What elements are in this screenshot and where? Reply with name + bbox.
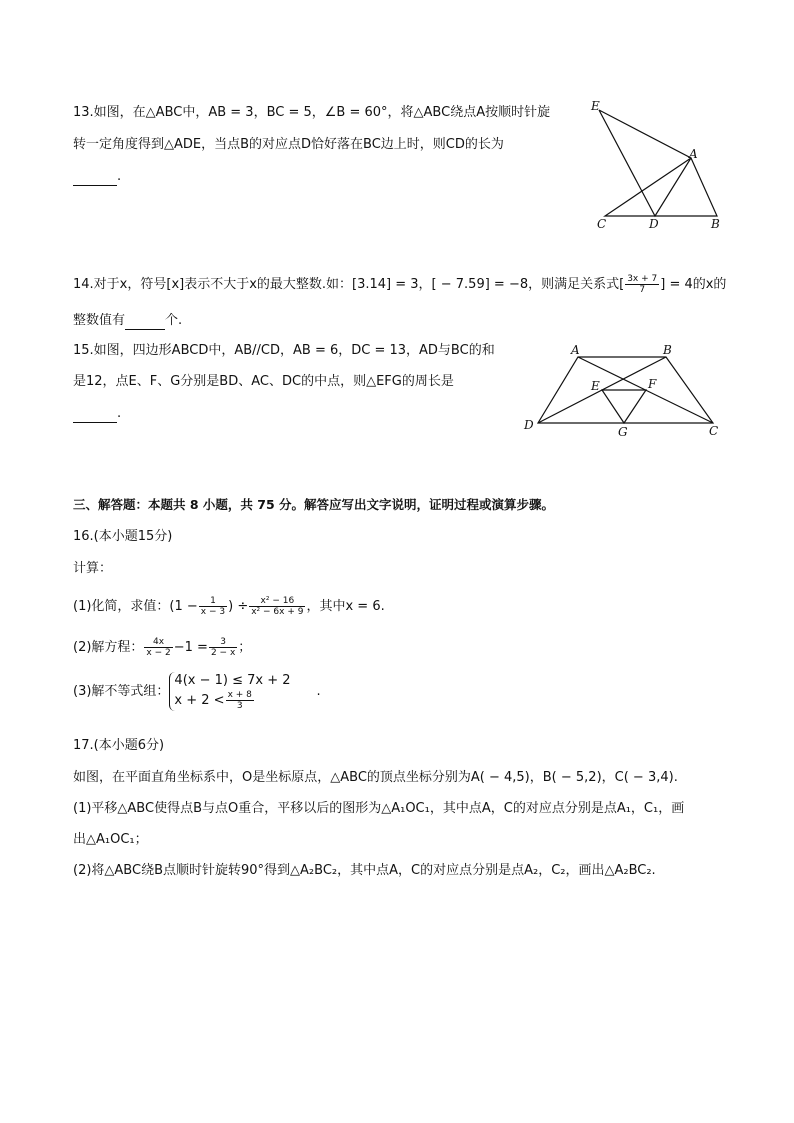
q14-text-pre: 14.对于x，符号[x]表示不大于x的最大整数.如：[3.14] = 3，[ − 7.59] = −8，则满足关系式[: [73, 277, 625, 292]
q15-line1: 15.如图，四边形ABCD中，AB//CD，AB = 6，DC = 13，AD与BC的和: [73, 343, 495, 358]
answer-blank[interactable]: [73, 408, 117, 423]
q15-line3: [73, 405, 121, 423]
fig15-label-f: F: [648, 377, 657, 391]
q16-part2: [73, 637, 251, 658]
q16-p3-frac-num: x + 8: [227, 690, 252, 700]
q16-part3: [73, 672, 321, 711]
q14-line1: [73, 274, 726, 295]
q14-frac-den: 7: [639, 285, 646, 295]
q16-p3-row2-pre: x + 2 <: [174, 693, 225, 708]
figure-13-triangles: [585, 96, 735, 238]
q16-p1-frac2-num: x² − 16: [249, 596, 305, 607]
fig15-label-d: D: [524, 418, 534, 432]
q16-p2-frac1: [144, 637, 172, 658]
answer-blank[interactable]: [73, 171, 117, 186]
q16-p3-pre: (3)解不等式组：: [73, 684, 170, 699]
q16-p3-row1: 4(x − 1) ≤ 7x + 2: [174, 673, 291, 688]
q17-line3: 出△A₁OC₁；: [73, 832, 148, 847]
section-heading: 三、解答题：本题共 8 小题，共 75 分。解答应写出文字说明，证明过程或演算步骤。: [73, 497, 555, 512]
q14-frac-num: 3x + 7: [627, 274, 658, 284]
q16-p2-frac2-num: 3: [209, 637, 237, 648]
q16-p2-mid: −1 =: [173, 640, 208, 655]
fig15-label-b: B: [663, 343, 672, 357]
q16-p1-frac1: [199, 596, 227, 617]
q13-line1: 13.如图，在△ABC中，AB = 3，BC = 5，∠B = 60°，将△ABC绕点A按顺时针旋: [73, 105, 551, 120]
q16-title: 16.(本小题15分): [73, 529, 173, 544]
fig15-label-e: E: [591, 379, 600, 393]
q17-line1: 如图，在平面直角坐标系中，O是坐标原点，△ABC的顶点坐标分别为A( − 4,5)，B( − 5,2)，C( − 3,4).: [73, 770, 678, 785]
q16-p2-frac1-num: 4x: [144, 637, 172, 648]
fig13-label-e: E: [591, 99, 600, 113]
q16-p2-frac2-den: 2 − x: [210, 648, 236, 658]
q14-text-post: ] = 4的x的: [660, 277, 727, 292]
q14-fraction: [625, 274, 659, 295]
fig15-label-g: G: [618, 425, 628, 439]
q17-line2: (1)平移△ABC使得点B与点O重合，平移以后的图形为△A₁OC₁，其中点A，C的对应点分别是点A₁，C₁，画: [73, 801, 685, 816]
q16-p1-post: ，其中x = 6.: [306, 599, 385, 614]
q14-line2-post: 个.: [165, 313, 183, 328]
q16-intro: 计算：: [73, 561, 113, 576]
q16-p2-post: ；: [238, 640, 252, 655]
q16-p3-frac-den: 3: [236, 701, 243, 711]
q16-p1-pre: (1)化简，求值：(1 −: [73, 599, 198, 614]
q16-p1-frac1-num: 1: [199, 596, 227, 607]
q16-p3-post: .: [316, 684, 321, 699]
fig13-label-c: C: [597, 217, 607, 231]
q16-p2-frac2: [209, 637, 237, 658]
q16-p3-frac: [226, 690, 254, 711]
q15-line2: 是12，点E、F、G分别是BD、AC、DC的中点，则△EFG的周长是: [73, 374, 454, 389]
q16-p1-frac1-den: x − 3: [200, 607, 226, 617]
q13-line3: [73, 168, 121, 186]
fig13-label-d: D: [649, 217, 659, 231]
q13-line2: 转一定角度得到△ADE，当点B的对应点D恰好落在BC边上时，则CD的长为: [73, 137, 504, 152]
q16-p3-system: [169, 672, 290, 711]
q17-line4: (2)将△ABC绕B点顺时针旋转90°得到△A₂BC₂，其中点A，C的对应点分别是点A₂，C₂，画出△A₂BC₂.: [73, 863, 656, 878]
fig15-label-c: C: [709, 424, 719, 438]
q14-line2-pre: 整数值有: [73, 313, 126, 328]
fig13-label-b: B: [711, 217, 720, 231]
q15-period: .: [117, 406, 122, 421]
q16-part1: [73, 596, 385, 617]
q16-p1-div: ) ÷: [228, 599, 249, 614]
fig13-triangle-ade: [599, 110, 691, 216]
q16-p1-frac2: [249, 596, 305, 617]
q13-period: .: [117, 169, 122, 184]
q16-p3-row2: [174, 690, 290, 711]
answer-blank[interactable]: [125, 315, 165, 330]
figure-15-trapezoid: [520, 340, 730, 440]
q16-p2-frac1-den: x − 2: [146, 648, 171, 658]
fig15-triangle-efg: [602, 390, 646, 423]
q16-p2-pre: (2)解方程：: [73, 640, 144, 655]
fig15-label-a: A: [571, 343, 580, 357]
fig13-label-a: A: [689, 147, 698, 161]
q14-line2: [73, 312, 182, 330]
q16-p1-frac2-den: x² − 6x + 9: [251, 607, 304, 617]
q17-title: 17.(本小题6分): [73, 738, 165, 753]
